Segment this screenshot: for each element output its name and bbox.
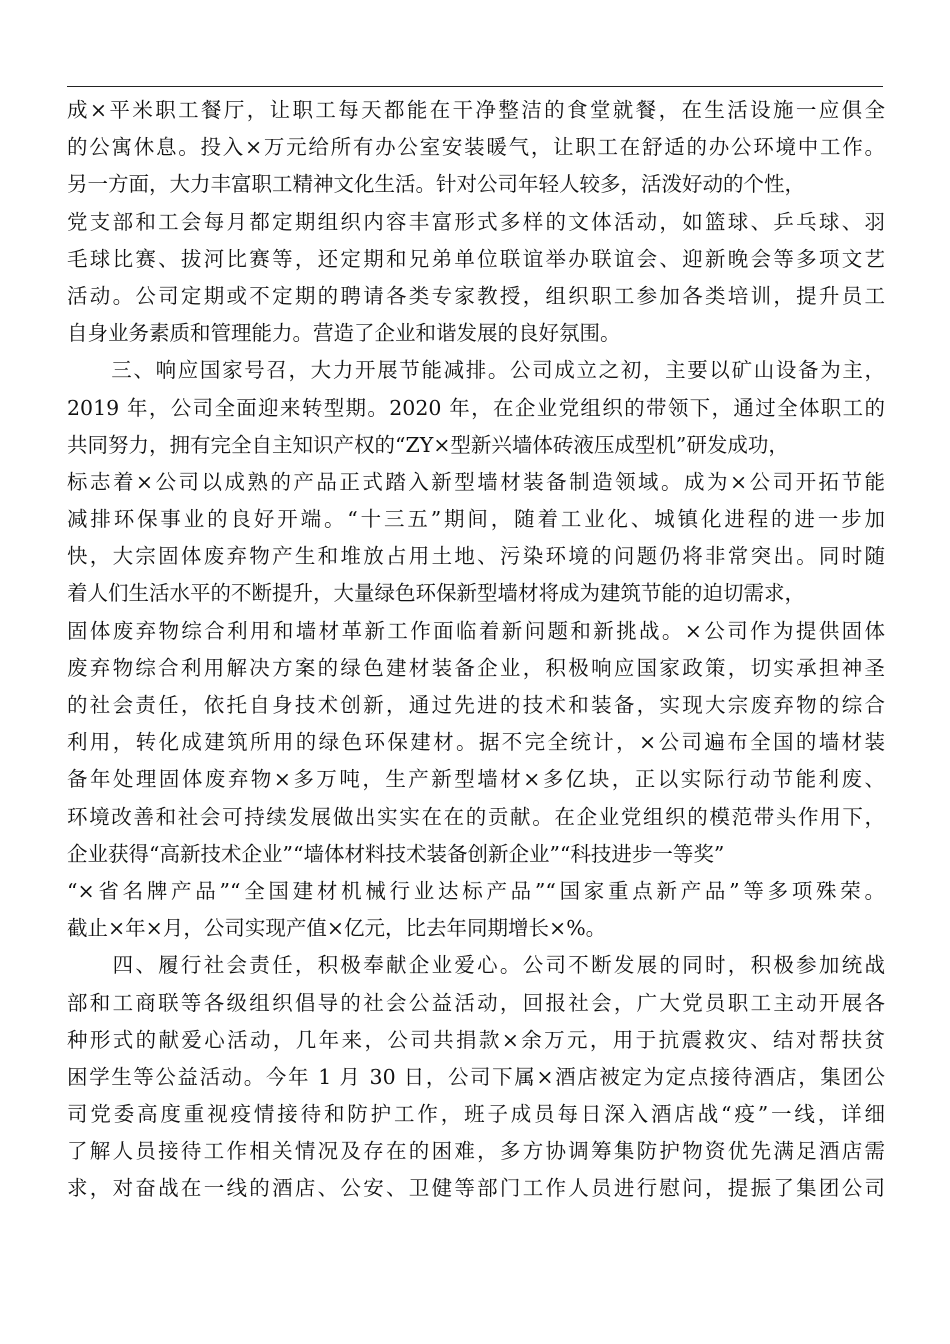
header-rule xyxy=(67,86,883,87)
text-line: 利用，转化成建筑所用的绿色环保建材。据不完全统计，×公司遍布全国的墙材装 xyxy=(67,730,885,755)
text-line: 种形式的献爱心活动，几年来，公司共捐款×余万元，用于抗震救灾、结对帮扶贫 xyxy=(67,1027,885,1052)
text-line: 部和工商联等各级组织倡导的社会公益活动，回报社会，广大党员职工主动开展各 xyxy=(67,990,885,1015)
text-line: 标志着×公司以成熟的产品正式踏入新型墙材装备制造领域。成为×公司开拓节能 xyxy=(67,469,885,494)
paragraph-start-line: 四、履行社会责任，积极奉献企业爱心。公司不断发展的同时，积极参加统战 xyxy=(67,953,885,978)
text-line: 环境改善和社会可持续发展做出实实在在的贡献。在企业党组织的模范带头作用下， xyxy=(67,804,885,829)
text-line: 活动。公司定期或不定期的聘请各类专家教授，组织职工参加各类培训，提升员工 xyxy=(67,283,885,308)
text-line: 了解人员接待工作相关情况及存在的困难，多方协调筹集防护物资优先满足酒店需 xyxy=(67,1139,885,1164)
text-line: 着人们生活水平的不断提升，大量绿色环保新型墙材将成为建筑节能的迫切需求， xyxy=(67,581,805,606)
text-line: 备年处理固体废弃物×多万吨，生产新型墙材×多亿块，正以实际行动节能利废、 xyxy=(67,767,885,792)
text-line: 截止×年×月，公司实现产值×亿元，比去年同期增长×%。 xyxy=(67,916,607,941)
text-line: 党支部和工会每月都定期组织内容丰富形式多样的文体活动，如篮球、乒乓球、羽 xyxy=(67,209,885,234)
text-line: 困学生等公益活动。今年 1 月 30 日，公司下属×酒店被定为定点接待酒店，集团公 xyxy=(67,1064,885,1089)
text-line: 2019 年，公司全面迎来转型期。2020 年，在企业党组织的带领下，通过全体职工的 xyxy=(67,395,885,420)
text-line: 企业获得“高新技术企业”“墙体材料技术装备创新企业”“科技进步一等奖” xyxy=(67,841,725,866)
document-body xyxy=(67,92,885,1208)
text-line: 的社会责任，依托自身技术创新，通过先进的技术和装备，实现大宗废弃物的综合 xyxy=(67,693,885,717)
text-line: “×省名牌产品”“全国建材机械行业达标产品”“国家重点新产品”等多项殊荣。 xyxy=(67,878,885,903)
text-line: 减排环保事业的良好开端。“十三五”期间，随着工业化、城镇化进程的进一步加 xyxy=(67,507,885,532)
text-line: 毛球比赛、拔河比赛等，还定期和兄弟单位联谊举办联谊会、迎新晚会等多项文艺 xyxy=(67,246,885,271)
text-line: 司党委高度重视疫情接待和防护工作，班子成员每日深入酒店战“疫”一线，详细 xyxy=(67,1102,885,1127)
text-line: 自身业务素质和管理能力。营造了企业和谐发展的良好氛围。 xyxy=(67,321,621,346)
text-line: 求，对奋战在一线的酒店、公安、卫健等部门工作人员进行慰问，提振了集团公司 xyxy=(67,1176,885,1201)
text-line: 成×平米职工餐厅，让职工每天都能在干净整洁的食堂就餐，在生活设施一应俱全 xyxy=(67,98,885,122)
text-line: 快，大宗固体废弃物产生和堆放占用土地、污染环境的问题仍将非常突出。同时随 xyxy=(67,544,885,569)
text-line: 另一方面，大力丰富职工精神文化生活。针对公司年轻人较多，活泼好动的个性， xyxy=(67,172,805,197)
text-line: 固体废弃物综合利用和墙材革新工作面临着新问题和新挑战。×公司作为提供固体 xyxy=(67,618,885,643)
text-line: 共同努力，拥有完全自主知识产权的“ZY×型新兴墙体砖液压成型机”研发成功， xyxy=(67,432,789,457)
text-line: 的公寓休息。投入×万元给所有办公室安装暖气，让职工在舒适的办公环境中工作。 xyxy=(67,135,885,160)
text-line: 废弃物综合利用解决方案的绿色建材装备企业，积极响应国家政策，切实承担神圣 xyxy=(67,655,885,680)
paragraph-start-line: 三、响应国家号召，大力开展节能减排。公司成立之初，主要以矿山设备为主， xyxy=(67,358,885,383)
